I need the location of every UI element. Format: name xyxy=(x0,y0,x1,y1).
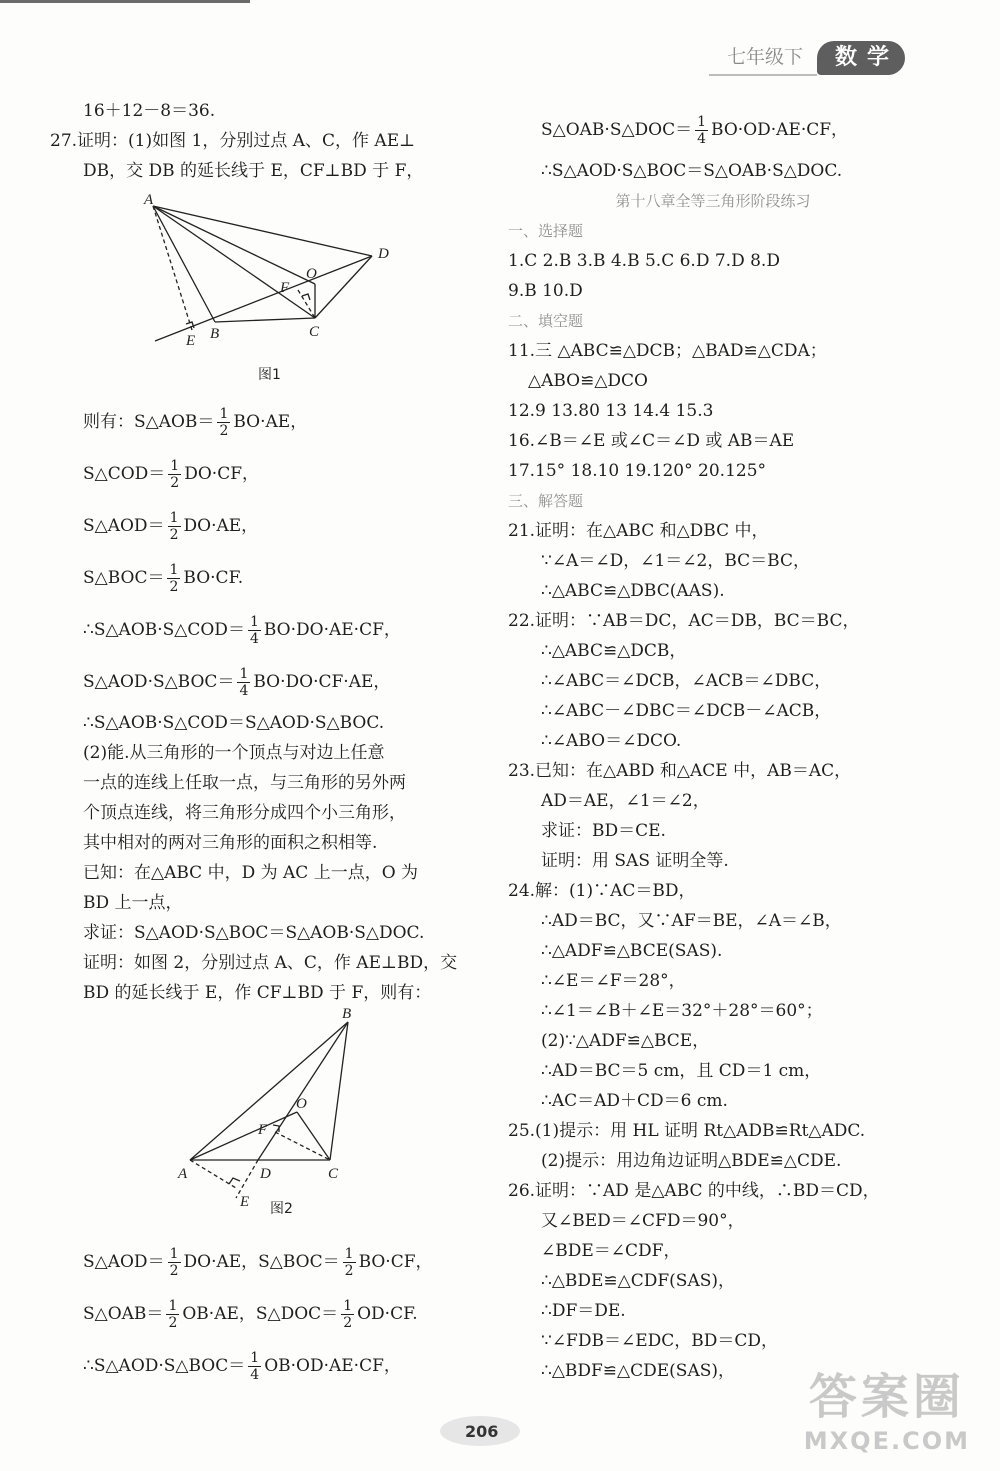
formula-line: S△AOD·S△BOC＝ $\frac{1}{4}$ BO·DO·CF·AE， xyxy=(83,665,391,699)
point-label: C xyxy=(328,1166,339,1182)
point-label: O xyxy=(296,1096,307,1112)
answer-line: ∴∠ABC－∠DBC＝∠DCB－∠ACB， xyxy=(541,701,832,721)
answer-line: 9.B 10.D xyxy=(508,281,583,301)
answer-line: 求证：BD＝CE. xyxy=(541,821,666,841)
answer-line: ∴△ABC≌△DBC(AAS). xyxy=(541,581,725,601)
answer-line: 11.三 △ABC≌△DCB；△BAD≌△CDA； xyxy=(508,341,827,361)
answer-line: 17.15° 18.10 19.120° 20.125° xyxy=(508,461,767,481)
answer-line: 又∠BED＝∠CFD＝90°， xyxy=(541,1211,745,1231)
point-label: E xyxy=(186,333,196,349)
answer-line: ∵∠FDB＝∠EDC，BD＝CD， xyxy=(541,1331,779,1351)
text-line: 已知：在△ABC 中，D 为 AC 上一点，O 为 xyxy=(83,863,419,883)
text-line: BD 上一点， xyxy=(83,893,183,913)
point-label: C xyxy=(309,324,320,340)
answer-line: 24.解：(1)∵AC＝BD， xyxy=(508,881,696,901)
problem-27: 27.证明：(1)如图 1，分别过点 A、C，作 AE⊥ xyxy=(50,131,416,151)
answer-line: ∴△BDE≌△CDF(SAS)， xyxy=(541,1271,736,1291)
formula-line: S△COD＝ $\frac{1}{2}$ DO·CF， xyxy=(83,457,259,491)
figure-2 xyxy=(50,1008,470,1236)
answer-line: ∴∠ABO＝∠DCO. xyxy=(541,731,682,751)
figure-caption: 图1 xyxy=(258,367,281,383)
point-label: D xyxy=(260,1166,271,1182)
answer-line: 22.证明：∵AB＝DC，AC＝DB，BC＝BC， xyxy=(508,611,860,631)
chapter-title: 第十八章全等三角形阶段练习 xyxy=(615,192,811,210)
text-line: 一点的连线上任取一点，与三角形的另外两 xyxy=(83,773,406,793)
text-line: (2)能.从三角形的一个顶点与对边上任意 xyxy=(83,743,385,763)
point-label: A xyxy=(178,1166,188,1182)
watermark-logo: 答案圈 xyxy=(808,1369,965,1425)
point-label: B xyxy=(342,1008,352,1022)
watermark xyxy=(804,1358,970,1455)
section-heading: 二、填空题 xyxy=(508,312,584,330)
text-line: ∴S△AOD·S△BOC＝S△OAB·S△DOC. xyxy=(541,161,843,181)
figure-1 xyxy=(50,186,470,396)
answer-line: ∴DF＝DE. xyxy=(541,1301,626,1321)
answer-line: ∴△ABC≌△DCB， xyxy=(541,641,687,661)
answer-line: ∴AD＝BC，又∵AF＝BE，∠A＝∠B， xyxy=(541,911,842,931)
left-column xyxy=(50,96,470,1392)
subject-badge: 数学 xyxy=(817,41,905,75)
right-column xyxy=(508,104,918,1386)
text-line: ∴S△AOB·S△COD＝S△AOD·S△BOC. xyxy=(83,713,385,733)
answer-line: 26.证明：∵AD 是△ABC 的中线，∴BD＝CD， xyxy=(508,1181,880,1201)
text-line: 16＋12－8＝36. xyxy=(83,101,216,121)
watermark-url: MXQE.COM xyxy=(803,1427,970,1455)
answer-line: (2)∵△ADF≌△BCE， xyxy=(541,1031,710,1051)
grade-label: 七年级下 xyxy=(709,40,817,76)
answer-line: 16.∠B＝∠E 或∠C＝∠D 或 AB＝AE xyxy=(508,431,795,451)
answer-line: ∴△ADF≌△BCE(SAS). xyxy=(541,941,723,961)
answer-line: ∴AC＝AD＋CD＝6 cm. xyxy=(541,1091,728,1111)
text-line: DB，交 DB 的延长线于 E，CF⊥BD 于 F， xyxy=(83,161,424,181)
text-line: BD 的延长线于 E，作 CF⊥BD 于 F，则有： xyxy=(83,983,432,1003)
point-label: O xyxy=(306,266,317,282)
point-label: A xyxy=(144,192,154,208)
answer-line: ∠BDE＝∠CDF， xyxy=(541,1241,681,1261)
answer-line: ∴AD＝BC＝5 cm，且 CD＝1 cm， xyxy=(541,1061,822,1081)
formula-line: S△AOD＝ $\frac{1}{2}$ DO·AE，S△BOC＝ $\frac{1}{2}$ BO·CF， xyxy=(83,1245,433,1279)
point-label: B xyxy=(210,326,220,342)
text-line: 个顶点连线，将三角形分成四个小三角形， xyxy=(83,803,406,823)
page-header xyxy=(709,38,905,78)
answer-line: ∴∠ABC＝∠DCB，∠ACB＝∠DBC， xyxy=(541,671,832,691)
answer-line: 12.9 13.80 13 14.4 15.3 xyxy=(508,401,714,421)
answer-line: 1.C 2.B 3.B 4.B 5.C 6.D 7.D 8.D xyxy=(508,251,780,271)
formula-line: S△OAB＝ $\frac{1}{2}$ OB·AE，S△DOC＝ $\frac{1}{2}$ OD·CF. xyxy=(83,1297,418,1331)
answer-line: 23.已知：在△ABD 和△ACE 中，AB＝AC， xyxy=(508,761,852,781)
answer-line: ∵∠A＝∠D，∠1＝∠2，BC＝BC， xyxy=(541,551,810,571)
formula-line: S△OAB·S△DOC＝ $\frac{1}{4}$ BO·OD·AE·CF， xyxy=(541,113,849,147)
answer-line: AD＝AE，∠1＝∠2， xyxy=(541,791,710,811)
text-line: 求证：S△AOD·S△BOC＝S△AOB·S△DOC. xyxy=(83,923,425,943)
formula-line: ∴S△AOD·S△BOC＝ $\frac{1}{4}$ OB·OD·AE·CF， xyxy=(83,1349,401,1383)
point-label: F xyxy=(258,1122,268,1138)
point-label: D xyxy=(378,246,389,262)
answer-line: 25.(1)提示：用 HL 证明 Rt△ADB≌Rt△ADC. xyxy=(508,1121,866,1141)
formula-line: 则有：S△AOB＝ $\frac{1}{2}$ BO·AE， xyxy=(83,405,308,439)
text-line: 其中相对的两对三角形的面积之积相等. xyxy=(83,833,378,853)
answer-line: ∴∠E＝∠F＝28°， xyxy=(541,971,686,991)
figure-caption: 图2 xyxy=(270,1201,293,1217)
formula-line: ∴S△AOB·S△COD＝ $\frac{1}{4}$ BO·DO·AE·CF， xyxy=(83,613,401,647)
section-heading: 三、解答题 xyxy=(508,492,584,510)
formula-line: S△AOD＝ $\frac{1}{2}$ DO·AE， xyxy=(83,509,259,543)
point-label: E xyxy=(240,1194,250,1210)
top-rule xyxy=(0,0,250,3)
answer-line: ∴△BDF≌△CDE(SAS)， xyxy=(541,1361,736,1381)
section-heading: 一、选择题 xyxy=(508,222,584,240)
page-number: 206 xyxy=(465,1422,499,1441)
answer-line: △ABO≌△DCO xyxy=(528,371,648,391)
formula-line: S△BOC＝ $\frac{1}{2}$ BO·CF. xyxy=(83,561,244,595)
point-label: F xyxy=(280,280,290,296)
answer-line: (2)提示：用边角边证明△BDE≌△CDE. xyxy=(541,1151,842,1171)
answer-line: ∴∠1＝∠B＋∠E＝32°＋28°＝60°； xyxy=(541,1001,823,1021)
answer-line: 21.证明：在△ABC 和△DBC 中， xyxy=(508,521,769,541)
text-line: 证明：如图 2，分别过点 A、C，作 AE⊥BD，交 xyxy=(83,953,458,973)
answer-line: 证明：用 SAS 证明全等. xyxy=(541,851,729,871)
figure-2-diagram xyxy=(50,1008,470,1236)
